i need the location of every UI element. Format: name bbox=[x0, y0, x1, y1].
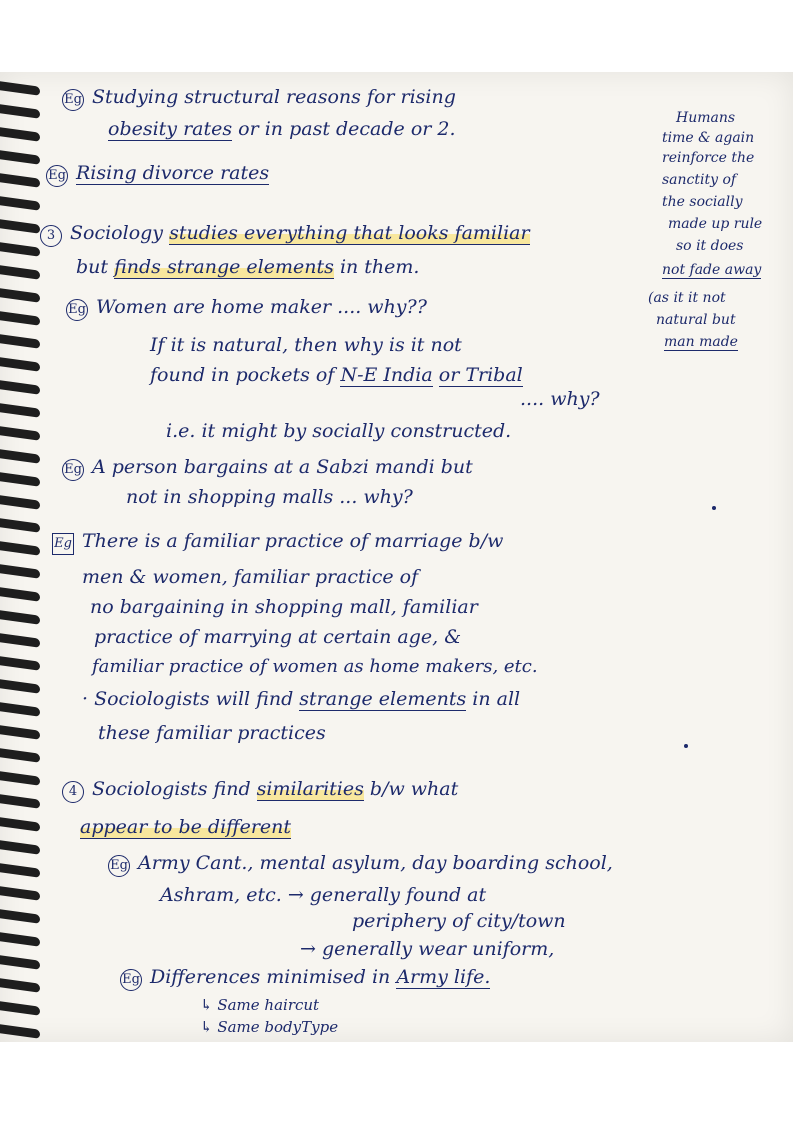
eg-marker: Eg bbox=[108, 855, 130, 877]
binding-ring bbox=[0, 495, 40, 510]
binding-ring bbox=[0, 1024, 40, 1039]
binding-ring bbox=[0, 518, 40, 533]
margin-note-line: natural but bbox=[656, 312, 736, 328]
binding-ring bbox=[0, 219, 40, 234]
note-line: · Sociologists will find strange elements in all bbox=[82, 688, 521, 710]
binding-ring bbox=[0, 771, 40, 786]
binding-ring bbox=[0, 633, 40, 648]
binding-ring bbox=[0, 817, 40, 832]
binding-ring bbox=[0, 311, 40, 326]
binding-ring bbox=[0, 932, 40, 947]
note-line: obesity rates or in past decade or 2. bbox=[108, 118, 456, 140]
binding-ring bbox=[0, 380, 40, 395]
margin-note-line: Humans bbox=[676, 110, 736, 126]
margin-note-line: (as it it not bbox=[648, 290, 726, 306]
margin-note-line: the socially bbox=[662, 194, 743, 210]
eg-marker: Eg bbox=[62, 89, 84, 111]
binding-ring bbox=[0, 748, 40, 763]
binding-ring bbox=[0, 794, 40, 809]
binding-ring bbox=[0, 610, 40, 625]
binding-ring bbox=[0, 426, 40, 441]
note-line: men & women, familiar practice of bbox=[82, 566, 419, 588]
binding-ring bbox=[0, 1001, 40, 1016]
binding-ring bbox=[0, 265, 40, 280]
eg-marker: Eg bbox=[120, 969, 142, 991]
binding-ring bbox=[0, 449, 40, 464]
binding-ring bbox=[0, 909, 40, 924]
binding-ring bbox=[0, 840, 40, 855]
margin-note-line: sanctity of bbox=[662, 172, 737, 188]
eg-marker: Eg bbox=[46, 165, 68, 187]
note-line: found in pockets of N-E India or Tribal bbox=[150, 364, 523, 386]
note-line: periphery of city/town bbox=[352, 910, 566, 932]
margin-note-line: man made bbox=[664, 334, 738, 350]
margin-note-line: made up rule bbox=[668, 216, 763, 232]
margin-note-line: so it does bbox=[676, 238, 744, 254]
binding-ring bbox=[0, 104, 40, 119]
note-line: 3 Sociology studies everything that looks familiar bbox=[40, 222, 530, 247]
note-line: → generally wear uniform, bbox=[300, 938, 555, 960]
note-line: 4 Sociologists find similarities b/w what bbox=[62, 778, 458, 803]
binding-ring bbox=[0, 403, 40, 418]
binding-ring bbox=[0, 150, 40, 165]
binding-ring bbox=[0, 702, 40, 717]
binding-ring bbox=[0, 173, 40, 188]
binding-ring bbox=[0, 242, 40, 257]
note-line: Eg A person bargains at a Sabzi mandi but bbox=[62, 456, 473, 481]
note-line: ↳ Same bodyType bbox=[200, 1018, 339, 1036]
margin-note-line: not fade away bbox=[662, 262, 762, 278]
note-line: .... why? bbox=[520, 388, 600, 410]
note-line: i.e. it might by socially constructed. bbox=[166, 420, 512, 442]
note-line: Eg Studying structural reasons for rising bbox=[62, 86, 456, 111]
binding-ring bbox=[0, 81, 40, 96]
binding-ring bbox=[0, 725, 40, 740]
binding-ring bbox=[0, 978, 40, 993]
binding-ring bbox=[0, 541, 40, 556]
note-line: Ashram, etc. → generally found at bbox=[160, 884, 487, 906]
note-line: If it is natural, then why is it not bbox=[150, 334, 462, 356]
note-line: no bargaining in shopping mall, familiar bbox=[90, 596, 478, 618]
eg-marker: Eg bbox=[66, 299, 88, 321]
binding-ring bbox=[0, 127, 40, 142]
eg-marker: Eg bbox=[62, 459, 84, 481]
binding-ring bbox=[0, 863, 40, 878]
binding-ring bbox=[0, 288, 40, 303]
note-line: familiar practice of women as home makers, etc. bbox=[92, 656, 538, 677]
binding-ring bbox=[0, 955, 40, 970]
binding-ring bbox=[0, 679, 40, 694]
note-line: Eg Women are home maker .... why?? bbox=[66, 296, 427, 321]
margin-note-line: time & again bbox=[662, 130, 755, 146]
binding-ring bbox=[0, 886, 40, 901]
note-line: Eg There is a familiar practice of marriage b/w bbox=[52, 530, 503, 555]
note-line: ↳ Same haircut bbox=[200, 996, 320, 1014]
eg-marker: Eg bbox=[52, 533, 74, 555]
point-marker: 3 bbox=[40, 225, 62, 247]
note-line: not in shopping malls ... why? bbox=[126, 486, 413, 508]
note-line: these familiar practices bbox=[98, 722, 326, 744]
ink-dot bbox=[712, 506, 716, 510]
note-line: appear to be different bbox=[80, 816, 292, 838]
ink-dot bbox=[684, 744, 688, 748]
note-line: but finds strange elements in them. bbox=[76, 256, 420, 278]
binding-ring bbox=[0, 472, 40, 487]
note-line: Eg Differences minimised in Army life. bbox=[120, 966, 490, 991]
note-line: practice of marrying at certain age, & bbox=[94, 626, 462, 648]
binding-ring bbox=[0, 357, 40, 372]
binding-ring bbox=[0, 196, 40, 211]
binding-ring bbox=[0, 334, 40, 349]
note-line: Eg Rising divorce rates bbox=[46, 162, 269, 187]
binding-ring bbox=[0, 656, 40, 671]
point-marker: 4 bbox=[62, 781, 84, 803]
note-line: Eg Army Cant., mental asylum, day boarding school, bbox=[108, 852, 613, 877]
margin-note-line: reinforce the bbox=[662, 150, 755, 166]
binding-ring bbox=[0, 587, 40, 602]
binding-ring bbox=[0, 564, 40, 579]
spiral-binding bbox=[0, 72, 48, 1042]
